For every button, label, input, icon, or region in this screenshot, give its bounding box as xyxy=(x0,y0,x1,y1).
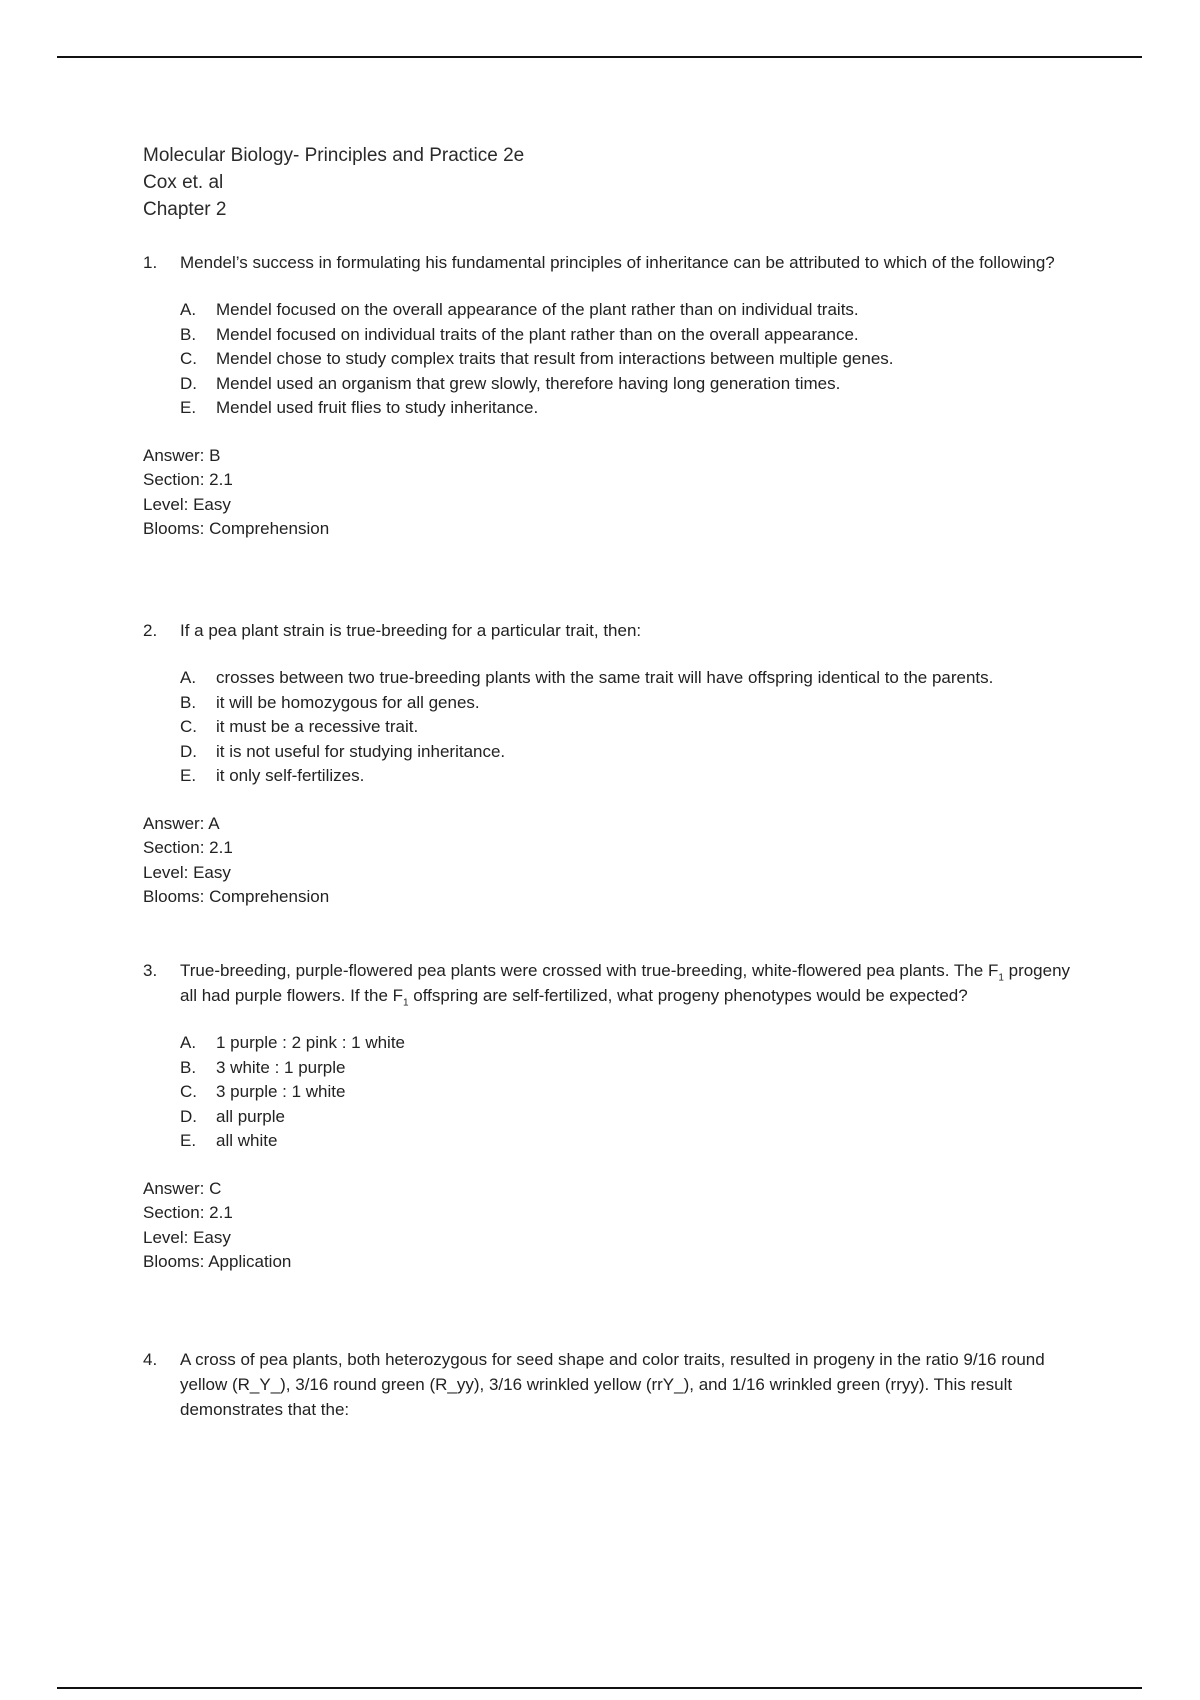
answer-options xyxy=(180,666,1083,789)
section-ref: Section: 2.1 xyxy=(143,1203,233,1222)
question-4 xyxy=(143,1347,1083,1422)
blooms-level: Blooms: Application xyxy=(143,1252,292,1271)
option-text: crosses between two true-breeding plants with the same trait will have offspring identical to the parents. xyxy=(216,668,994,687)
option-letter: C. xyxy=(180,717,197,736)
question-number: 3. xyxy=(143,961,158,980)
answer-options xyxy=(180,298,1083,421)
difficulty-level: Level: Easy xyxy=(143,494,231,514)
option-letter: B. xyxy=(180,324,197,344)
question-2 xyxy=(143,618,1083,910)
question-text: True-breeding, purple-flowered pea plants were crossed with true-breeding, white-flowered pea plants. The $F_1$ progeny all had purple flowers. If the $F_1$ offspring are self-fertilized, what progeny phenotypes would be expected? xyxy=(180,961,1071,1009)
answer-option xyxy=(180,666,1083,691)
answer-option xyxy=(180,1056,1083,1081)
option-letter: E. xyxy=(180,398,197,417)
difficulty-level: Level: Easy xyxy=(143,862,231,882)
option-text: it is not useful for studying inheritance. xyxy=(216,741,506,761)
option-text: it must be a recessive trait. xyxy=(216,717,419,736)
answer-option xyxy=(180,396,1083,421)
option-letter: B. xyxy=(180,692,197,712)
answer-option xyxy=(180,323,1083,348)
option-letter: A. xyxy=(180,668,197,687)
option-letter: C. xyxy=(180,1082,197,1101)
answer-options xyxy=(180,1031,1083,1154)
question-number: 4. xyxy=(143,1350,158,1369)
option-text: it only self-fertilizes. xyxy=(216,766,365,785)
question-stem xyxy=(143,958,1083,1008)
blooms-level: Blooms: Comprehension xyxy=(143,519,330,538)
option-letter: A. xyxy=(180,1033,197,1052)
document-header xyxy=(143,142,1083,223)
question-number: 1. xyxy=(143,253,158,272)
blooms-level: Blooms: Comprehension xyxy=(143,887,330,906)
option-text: 1 purple : 2 pink : 1 white xyxy=(216,1033,406,1052)
question-stem xyxy=(143,250,1083,275)
answer-option xyxy=(180,1031,1083,1056)
option-letter: D. xyxy=(180,1106,197,1126)
question-text: Mendel’s success in formulating his fundamental principles of inheritance can be attributed to which of the following? xyxy=(180,253,1055,272)
question-stem xyxy=(143,1347,1083,1422)
answer-key: Answer: B xyxy=(143,445,221,465)
option-text: Mendel focused on the overall appearance of the plant rather than on individual traits. xyxy=(216,300,859,319)
answer-option xyxy=(180,372,1083,397)
option-text: Mendel chose to study complex traits that result from interactions between multiple genes. xyxy=(216,349,894,368)
document-body xyxy=(143,142,1083,1419)
top-rule xyxy=(57,56,1142,58)
subscript: 1 xyxy=(403,997,409,1009)
option-text: it will be homozygous for all genes. xyxy=(216,692,480,712)
question-metadata xyxy=(143,444,1083,542)
option-letter: B. xyxy=(180,1057,197,1077)
question-metadata xyxy=(143,1177,1083,1275)
answer-option xyxy=(180,1105,1083,1130)
subscript: 1 xyxy=(998,972,1004,984)
question-text: If a pea plant strain is true-breeding for a particular trait, then: xyxy=(180,621,642,640)
answer-option xyxy=(180,1080,1083,1105)
question-3 xyxy=(143,958,1083,1275)
option-letter: E. xyxy=(180,766,197,785)
document-title: Molecular Biology- Principles and Practice 2e xyxy=(143,145,525,166)
option-letter: E. xyxy=(180,1131,197,1150)
question-metadata xyxy=(143,812,1083,910)
option-letter: D. xyxy=(180,373,197,393)
bottom-rule xyxy=(57,1687,1142,1689)
option-text: 3 purple : 1 white xyxy=(216,1082,346,1101)
question-number: 2. xyxy=(143,621,158,640)
option-text: all purple xyxy=(216,1106,285,1126)
answer-option xyxy=(180,298,1083,323)
section-ref: Section: 2.1 xyxy=(143,470,233,489)
document-chapter: Chapter 2 xyxy=(143,199,227,220)
answer-option xyxy=(180,764,1083,789)
option-letter: A. xyxy=(180,300,197,319)
answer-key: Answer: A xyxy=(143,813,220,833)
answer-key: Answer: C xyxy=(143,1178,222,1198)
section-ref: Section: 2.1 xyxy=(143,838,233,857)
question-stem xyxy=(143,618,1083,643)
option-letter: D. xyxy=(180,741,197,761)
answer-option xyxy=(180,715,1083,740)
question-1 xyxy=(143,250,1083,542)
option-letter: C. xyxy=(180,349,197,368)
option-text: 3 white : 1 purple xyxy=(216,1057,346,1077)
option-text: Mendel used an organism that grew slowly, therefore having long generation times. xyxy=(216,373,841,393)
answer-option xyxy=(180,740,1083,765)
option-text: Mendel focused on individual traits of the plant rather than on the overall appearance. xyxy=(216,324,859,344)
difficulty-level: Level: Easy xyxy=(143,1227,231,1247)
option-text: Mendel used fruit flies to study inheritance. xyxy=(216,398,539,417)
answer-option xyxy=(180,691,1083,716)
answer-option xyxy=(180,347,1083,372)
question-text: A cross of pea plants, both heterozygous for seed shape and color traits, resulted in progeny in the ratio 9/16 round yellow (R_Y_), 3/16 round green (R_yy), 3/16 wrinkled yellow (rrY_), and 1/16 wrinkled green (rryy). This result demonstrates that the: xyxy=(180,1350,1045,1419)
document-authors: Cox et. al xyxy=(143,172,224,193)
answer-option xyxy=(180,1129,1083,1154)
option-text: all white xyxy=(216,1131,278,1150)
